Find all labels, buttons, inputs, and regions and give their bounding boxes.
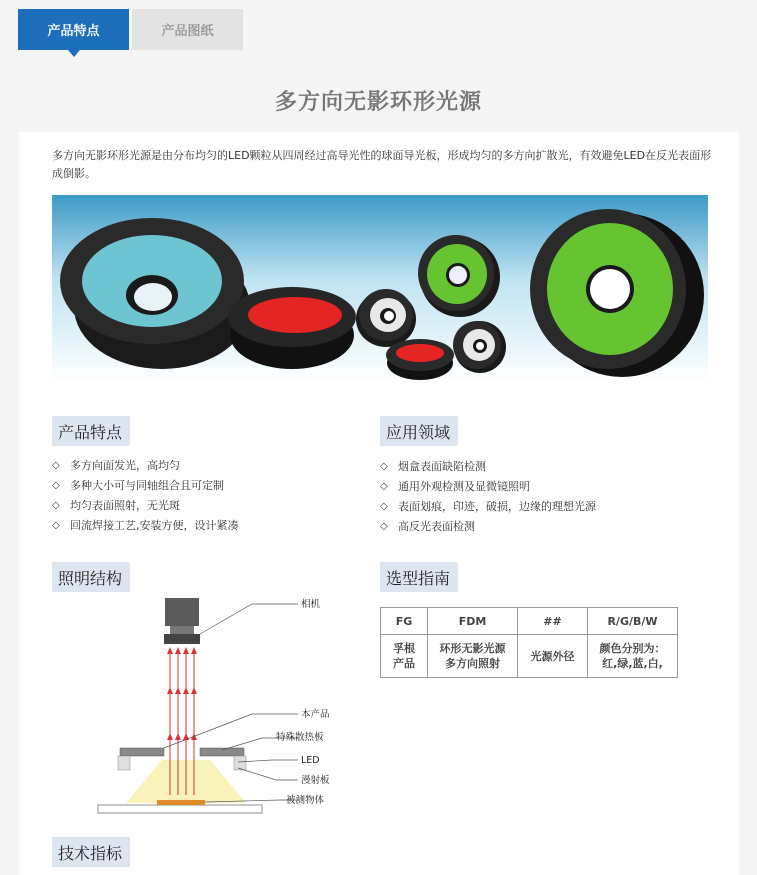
heat-plate-left <box>120 748 164 756</box>
heat-plate-right <box>200 748 244 756</box>
product-description: 多方向无影环形光源是由分布均匀的LED颗粒从四周经过高导光性的球面导光板，形成均匀的多方向扩散光，有效避免LED在反光表面形成倒影。 <box>52 149 712 180</box>
product-title: 多方向无影环形光源 <box>274 90 482 115</box>
list-item: ◇ 表面划痕，印迹，破损，边缘的理想光源 <box>380 497 596 517</box>
diamond-bullet-icon: ◇ <box>380 521 388 532</box>
label-diffuser: 漫射板 <box>301 775 330 786</box>
table-header-cell: FDM <box>428 608 518 635</box>
led-left <box>118 756 130 770</box>
list-item: ◇ 多种大小可与同轴组合且可定制 <box>52 476 239 496</box>
base-plate <box>98 805 262 813</box>
lighting-structure-diagram <box>52 590 352 820</box>
table-cell: 颜色分别为： 红,绿,蓝,白, <box>588 635 678 678</box>
label-heat-plate: 特殊散热板 <box>276 732 324 743</box>
diamond-bullet-icon: ◇ <box>380 461 388 472</box>
label-this-product: 本产品 <box>301 709 330 720</box>
camera-mount <box>164 634 200 644</box>
selection-guide-table <box>380 607 678 678</box>
diamond-bullet-icon: ◇ <box>52 460 60 471</box>
section-title-features: 产品特点 <box>52 416 130 446</box>
object-under-test <box>157 800 205 805</box>
product-hero-image <box>52 195 708 383</box>
camera-lens <box>170 626 194 634</box>
red-ring-light <box>228 287 356 369</box>
tab-bar <box>18 9 243 50</box>
diamond-bullet-icon: ◇ <box>52 520 60 531</box>
table-header-cell: ## <box>518 608 588 635</box>
diamond-bullet-icon: ◇ <box>52 500 60 511</box>
table-header-cell: FG <box>381 608 428 635</box>
section-title-selection: 选型指南 <box>380 562 458 592</box>
table-cell: 环形无影光源 多方向照射 <box>428 635 518 678</box>
features-list <box>52 456 239 536</box>
table-cell: 光源外径 <box>518 635 588 678</box>
section-title-applications: 应用领域 <box>380 416 458 446</box>
table-row <box>381 635 678 678</box>
table-header-cell: R/G/B/W <box>588 608 678 635</box>
applications-list <box>380 457 596 537</box>
section-title-specs: 技术指标 <box>52 837 130 867</box>
list-item: ◇ 回流焊接工艺,安装方便，设计紧凑 <box>52 516 239 536</box>
led-right <box>234 756 246 770</box>
camera-body <box>165 598 199 626</box>
list-item: ◇ 通用外观检测及显微镜照明 <box>380 477 596 497</box>
diamond-bullet-icon: ◇ <box>380 481 388 492</box>
list-item: ◇ 多方向面发光，高均匀 <box>52 456 239 476</box>
list-item: ◇ 烟盒表面缺陷检测 <box>380 457 596 477</box>
ray-arrowheads <box>167 647 197 740</box>
table-header-row <box>381 608 678 635</box>
list-item: ◇ 均匀表面照射，无光斑 <box>52 496 239 516</box>
small-red-ring-light <box>386 339 454 380</box>
list-item: ◇ 高反光表面检测 <box>380 517 596 537</box>
tab-product-drawings[interactable]: 产品图纸 <box>132 9 243 50</box>
label-camera: 相机 <box>301 599 321 610</box>
diamond-bullet-icon: ◇ <box>52 480 60 491</box>
label-object: 被测物体 <box>286 795 325 806</box>
label-led: LED <box>301 755 320 766</box>
table-cell: 孚根 产品 <box>381 635 428 678</box>
tab-product-features[interactable]: 产品特点 <box>18 9 129 50</box>
diamond-bullet-icon: ◇ <box>380 501 388 512</box>
section-title-structure: 照明结构 <box>52 562 130 592</box>
